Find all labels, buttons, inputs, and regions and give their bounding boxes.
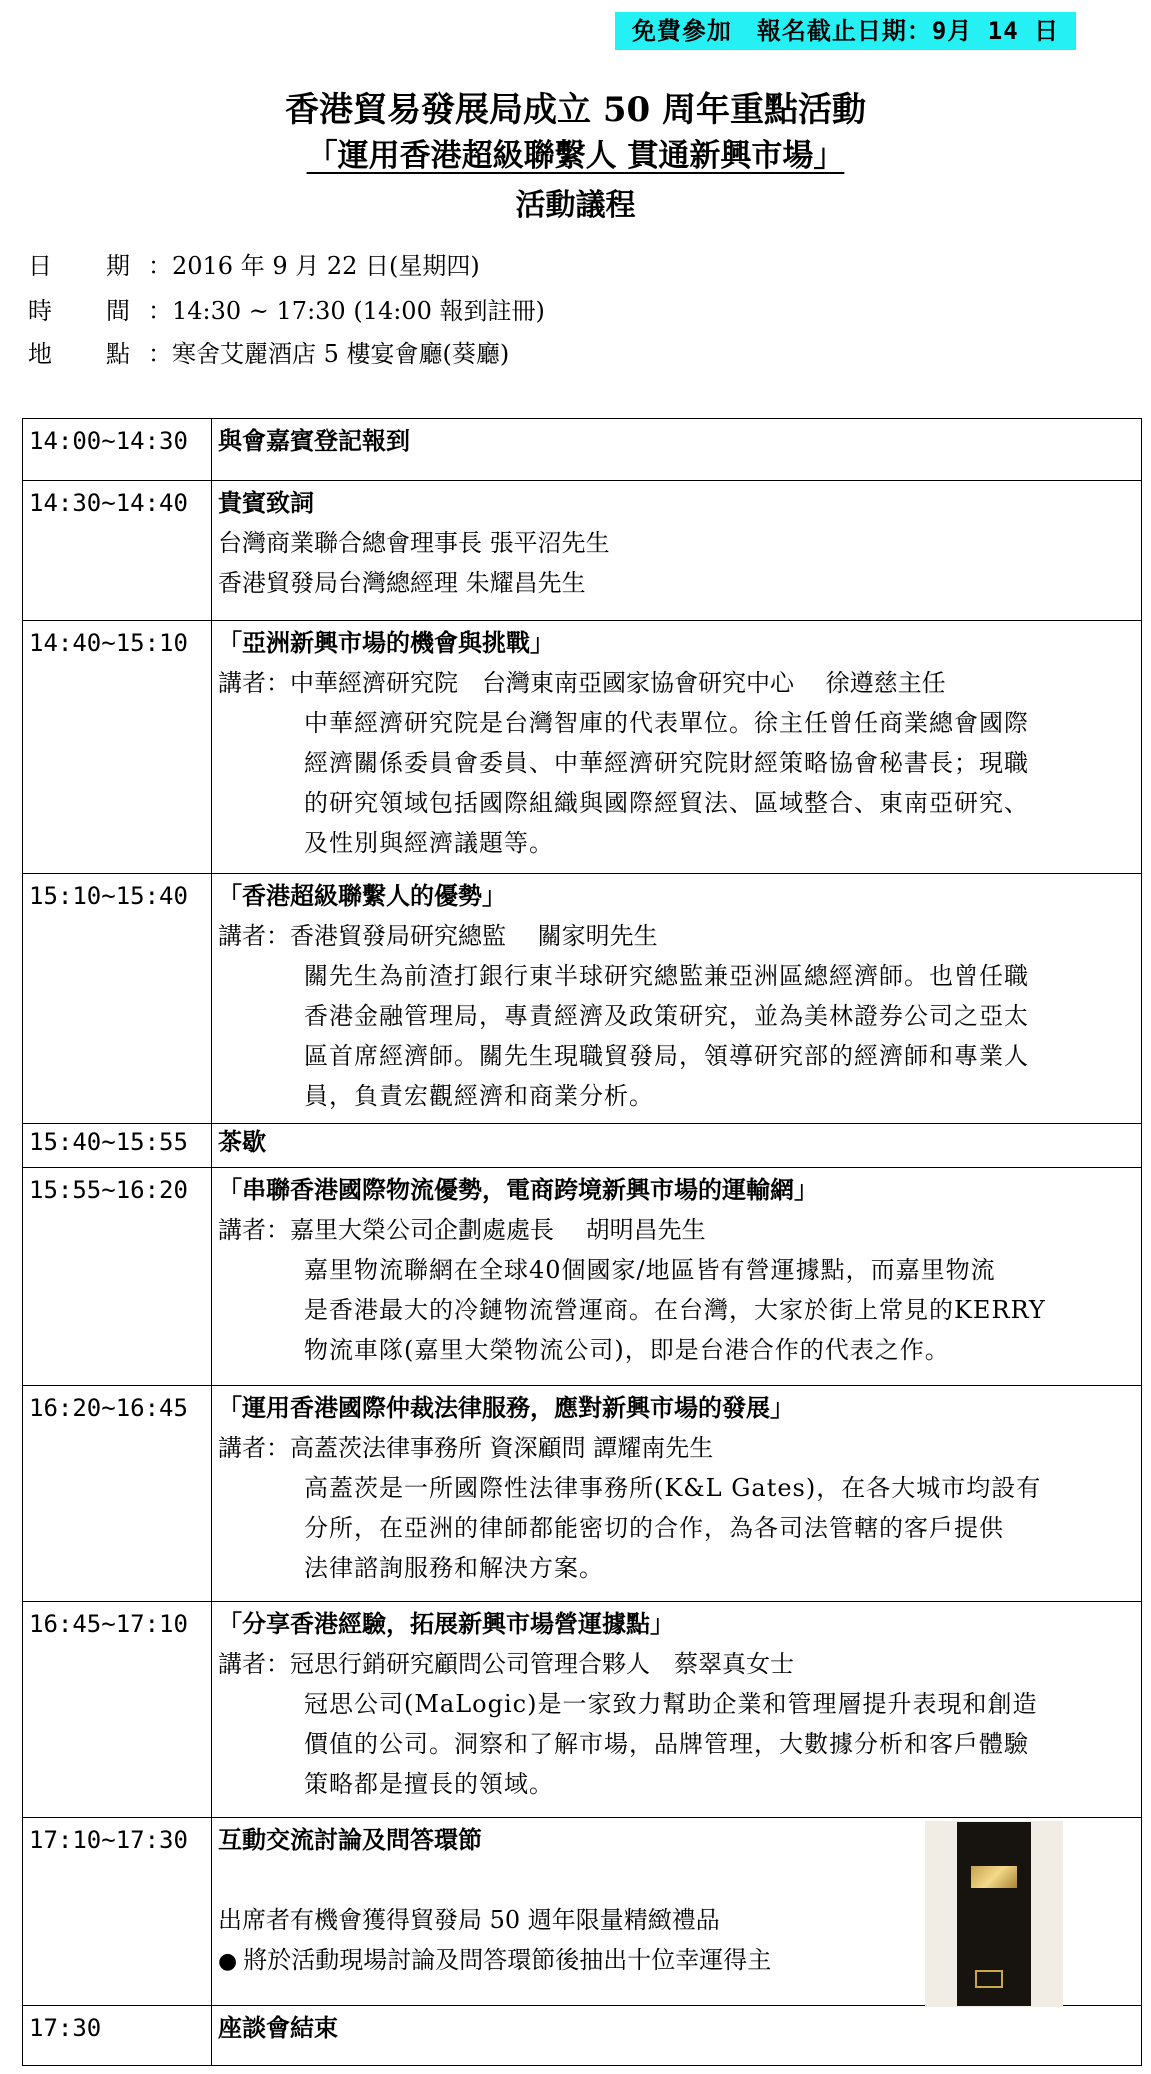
agenda-item-title: 「香港超級聯繫人的優勢」	[218, 881, 506, 910]
speaker-bio-line: 關先生為前渣打銀行東半球研究總監兼亞洲區總經濟師。也曾任職	[304, 962, 1029, 990]
info-date	[28, 250, 480, 282]
agenda-content	[212, 1168, 1142, 1386]
agenda-row	[23, 1124, 1142, 1168]
speaker-bio-line: 價值的公司。洞察和了解市場，品牌管理，大數據分析和客戶體驗	[304, 1730, 1029, 1758]
agenda-time: 14:30~14:40	[23, 481, 212, 621]
info-value: ：2016 年 9 月 22 日(星期四)	[148, 252, 480, 280]
agenda-row	[23, 2006, 1142, 2066]
agenda-row	[23, 1168, 1142, 1386]
event-subtitle-text: 「運用香港超級聯繫人 貫通新興市場」	[306, 138, 845, 174]
gift-draw-text: 將於活動現場討論及問答環節後抽出十位幸運得主	[243, 1946, 772, 1974]
speaker-bio-line: 物流車隊(嘉里大榮物流公司)，即是台港合作的代表之作。	[304, 1336, 950, 1364]
speaker-bio-line: 的研究領域包括國際組織與國際經貿法、區域整合、東南亞研究、	[304, 789, 1029, 817]
info-label: 地	[28, 340, 52, 368]
agenda-content	[212, 1818, 1142, 2006]
agenda-row	[23, 1602, 1142, 1818]
speaker-bio-line: 中華經濟研究院是台灣智庫的代表單位。徐主任曾任商業總會國際	[304, 709, 1029, 737]
agenda-item-title: 座談會結束	[218, 2013, 338, 2042]
info-label: 時	[28, 297, 52, 325]
agenda-time: 17:30	[23, 2006, 212, 2066]
agenda-content	[212, 481, 1142, 621]
bullet-icon: ●	[218, 1949, 238, 1974]
agenda-item-title: 「分享香港經驗，拓展新興市場營運據點」	[218, 1609, 674, 1638]
agenda-time: 17:10~17:30	[23, 1818, 212, 2006]
agenda-content	[212, 1124, 1142, 1168]
agenda-item-title: 「亞洲新興市場的機會與挑戰」	[218, 628, 554, 657]
agenda-time: 16:45~17:10	[23, 1602, 212, 1818]
speaker-bio-line: 法律諮詢服務和解決方案。	[304, 1554, 604, 1582]
info-time	[28, 295, 545, 327]
agenda-time: 15:55~16:20	[23, 1168, 212, 1386]
speaker-bio-line: 香港金融管理局，專責經濟及政策研究，並為美林證券公司之亞太	[304, 1002, 1029, 1030]
agenda-heading: 活動議程	[515, 188, 636, 223]
agenda-row	[23, 419, 1142, 481]
event-subtitle	[0, 130, 1151, 175]
agenda-row	[23, 1818, 1142, 2006]
speaker-line: 講者：嘉里大榮公司企劃處處長 胡明昌先生	[218, 1216, 706, 1244]
speaker-bio-line: 嘉里物流聯網在全球40個國家/地區皆有營運據點，而嘉里物流	[304, 1256, 996, 1284]
logo-50-icon	[975, 1970, 1003, 1988]
info-label: 日	[28, 252, 52, 280]
speaker-line: 講者：香港貿發局研究總監 關家明先生	[218, 922, 658, 950]
agenda-time: 15:10~15:40	[23, 874, 212, 1124]
agenda-table	[22, 418, 1142, 2066]
agenda-item-title: 與會嘉賓登記報到	[218, 426, 410, 455]
gold-plate-icon	[971, 1866, 1017, 1888]
registration-banner: 免費參加 報名截止日期：9月 14 日	[615, 12, 1076, 50]
speaker-bio-line: 高蓋茨是一所國際性法律事務所(K&L Gates)，在各大城市均設有	[304, 1474, 1042, 1502]
agenda-content	[212, 874, 1142, 1124]
info-label: 期	[106, 252, 130, 280]
agenda-row	[23, 1386, 1142, 1602]
gift-box	[957, 1822, 1031, 2006]
info-label: 間	[106, 297, 130, 325]
gift-box-photo	[925, 1821, 1063, 2007]
agenda-item-title: 茶歇	[218, 1127, 266, 1156]
agenda-row	[23, 481, 1142, 621]
speaker-bio-line: 冠思公司(MaLogic)是一家致力幫助企業和管理層提升表現和創造	[304, 1690, 1038, 1718]
speaker-bio-line: 及性別與經濟議題等。	[304, 829, 554, 857]
info-value: ：寒舍艾麗酒店 5 樓宴會廳(葵廳)	[148, 340, 510, 368]
agenda-content	[212, 2006, 1142, 2066]
guest-line: 台灣商業聯合總會理事長 張平沼先生	[218, 529, 610, 557]
speaker-line: 講者：高蓋茨法律事務所 資深顧問 譚耀南先生	[218, 1434, 714, 1462]
info-venue	[28, 338, 509, 370]
agenda-content	[212, 1602, 1142, 1818]
agenda-item-title: 互動交流討論及問答環節	[218, 1825, 482, 1854]
agenda-item-title: 貴賓致詞	[218, 488, 314, 517]
agenda-item-title: 「串聯香港國際物流優勢，電商跨境新興市場的運輸網」	[218, 1175, 818, 1204]
agenda-row	[23, 621, 1142, 874]
agenda-time: 14:40~15:10	[23, 621, 212, 874]
event-title: 香港貿易發展局成立 50 周年重點活動	[285, 90, 866, 130]
agenda-item-title: 「運用香港國際仲裁法律服務，應對新興市場的發展」	[218, 1393, 794, 1422]
speaker-bio-line: 員，負責宏觀經濟和商業分析。	[304, 1082, 654, 1110]
speaker-bio-line: 區首席經濟師。關先生現職貿發局，領導研究部的經濟師和專業人	[304, 1042, 1029, 1070]
speaker-bio-line: 是香港最大的冷鏈物流營運商。在台灣，大家於街上常見的KERRY	[304, 1296, 1046, 1324]
gift-note: 出席者有機會獲得貿發局 50 週年限量精緻禮品	[218, 1906, 720, 1934]
speaker-bio-line: 策略都是擅長的領域。	[304, 1770, 554, 1798]
agenda-row	[23, 874, 1142, 1124]
info-value: ：14:30 ~ 17:30 (14:00 報到註冊)	[148, 297, 545, 325]
info-label: 點	[106, 340, 130, 368]
agenda-content	[212, 1386, 1142, 1602]
speaker-line: 講者：中華經濟研究院 台灣東南亞國家協會研究中心 徐遵慈主任	[218, 669, 946, 697]
speaker-bio-line: 經濟關係委員會委員、中華經濟研究院財經策略協會秘書長；現職	[304, 749, 1029, 777]
speaker-bio-line: 分所，在亞洲的律師都能密切的合作，為各司法管轄的客戶提供	[304, 1514, 1004, 1542]
agenda-time: 14:00~14:30	[23, 419, 212, 481]
agenda-time: 16:20~16:45	[23, 1386, 212, 1602]
agenda-content	[212, 621, 1142, 874]
speaker-line: 講者：冠思行銷研究顧問公司管理合夥人 蔡翠真女士	[218, 1650, 794, 1678]
agenda-content	[212, 419, 1142, 481]
guest-line: 香港貿發局台灣總經理 朱耀昌先生	[218, 569, 586, 597]
agenda-time: 15:40~15:55	[23, 1124, 212, 1168]
